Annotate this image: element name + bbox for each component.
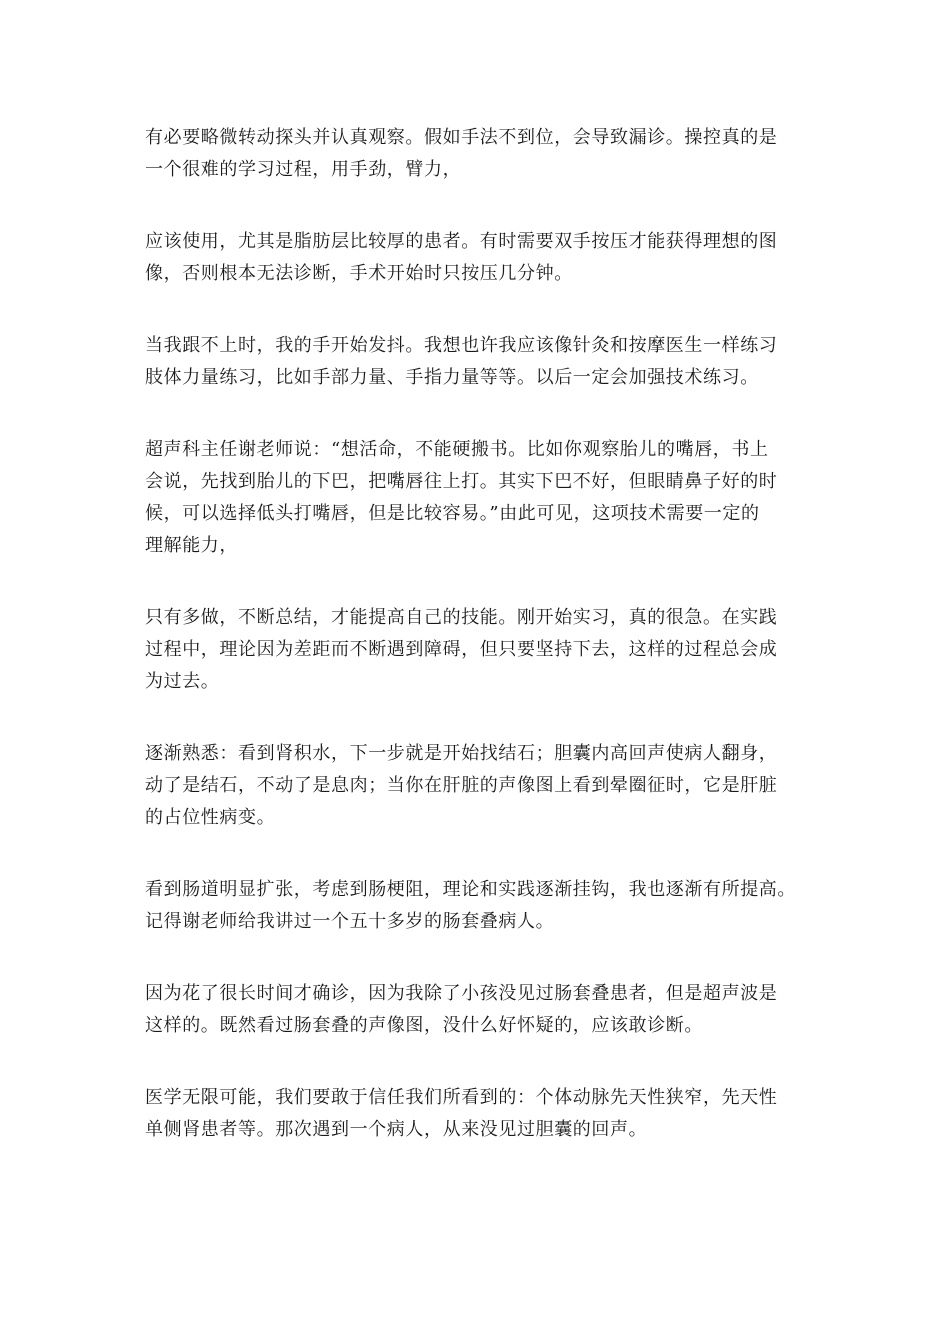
- text-line: 动了是结石，不动了是息肉；当你在肝脏的声像图上看到晕圈征时，它是肝脏: [145, 775, 778, 796]
- paragraph-5: [145, 602, 817, 698]
- paragraph-4: [145, 434, 817, 562]
- text-line: 的占位性病变。: [145, 807, 276, 828]
- text-line: 理解能力，: [145, 535, 238, 556]
- text-line: 一个很难的学习过程，用手劲，臂力，: [145, 159, 462, 180]
- text-line: 肢体力量练习，比如手部力量、手指力量等等。以后一定会加强技术练习。: [145, 367, 759, 388]
- paragraph-3: [145, 330, 817, 394]
- text-line: 会说，先找到胎儿的下巴，把嘴唇往上打。其实下巴不好，但眼睛鼻子好的时: [145, 471, 778, 492]
- text-line: 记得谢老师给我讲过一个五十多岁的肠套叠病人。: [145, 911, 555, 932]
- paragraph-6: [145, 738, 817, 834]
- text-line: 像，否则根本无法诊断，手术开始时只按压几分钟。: [145, 263, 573, 284]
- text-line: 应该使用，尤其是脂肪层比较厚的患者。有时需要双手按压才能获得理想的图: [145, 231, 778, 252]
- text-line: 这样的。既然看过肠套叠的声像图，没什么好怀疑的，应该敢诊断。: [145, 1015, 703, 1036]
- text-line: 只有多做，不断总结，才能提高自己的技能。刚开始实习，真的很急。在实践: [145, 607, 778, 628]
- text-line: 因为花了很长时间才确诊，因为我除了小孩没见过肠套叠患者，但是超声波是: [145, 983, 778, 1004]
- text-line: 为过去。: [145, 671, 220, 692]
- text-line: 候，可以选择低头打嘴唇，但是比较容易。”由此可见，这项技术需要一定的: [145, 503, 760, 524]
- paragraph-8: [145, 978, 817, 1042]
- paragraph-2: [145, 226, 817, 290]
- text-line: 过程中，理论因为差距而不断遇到障碍，但只要坚持下去，这样的过程总会成: [145, 639, 778, 660]
- text-line: 看到肠道明显扩张，考虑到肠梗阻，理论和实践逐渐挂钩，我也逐渐有所提高。: [145, 879, 796, 900]
- document-body: [145, 122, 817, 1186]
- text-line: 有必要略微转动探头并认真观察。假如手法不到位，会导致漏诊。操控真的是: [145, 127, 778, 148]
- paragraph-9: [145, 1082, 817, 1146]
- text-line: 当我跟不上时，我的手开始发抖。我想也许我应该像针灸和按摩医生一样练习: [145, 335, 778, 356]
- text-line: 单侧肾患者等。那次遇到一个病人，从来没见过胆囊的回声。: [145, 1119, 648, 1140]
- paragraph-7: [145, 874, 817, 938]
- text-line: 逐渐熟悉：看到肾积水，下一步就是开始找结石；胆囊内高回声使病人翻身，: [145, 743, 778, 764]
- text-line: 医学无限可能，我们要敢于信任我们所看到的：个体动脉先天性狭窄，先天性: [145, 1087, 778, 1108]
- paragraph-1: [145, 122, 817, 186]
- text-line: 超声科主任谢老师说：“想活命，不能硬搬书。比如你观察胎儿的嘴唇，书上: [145, 439, 769, 460]
